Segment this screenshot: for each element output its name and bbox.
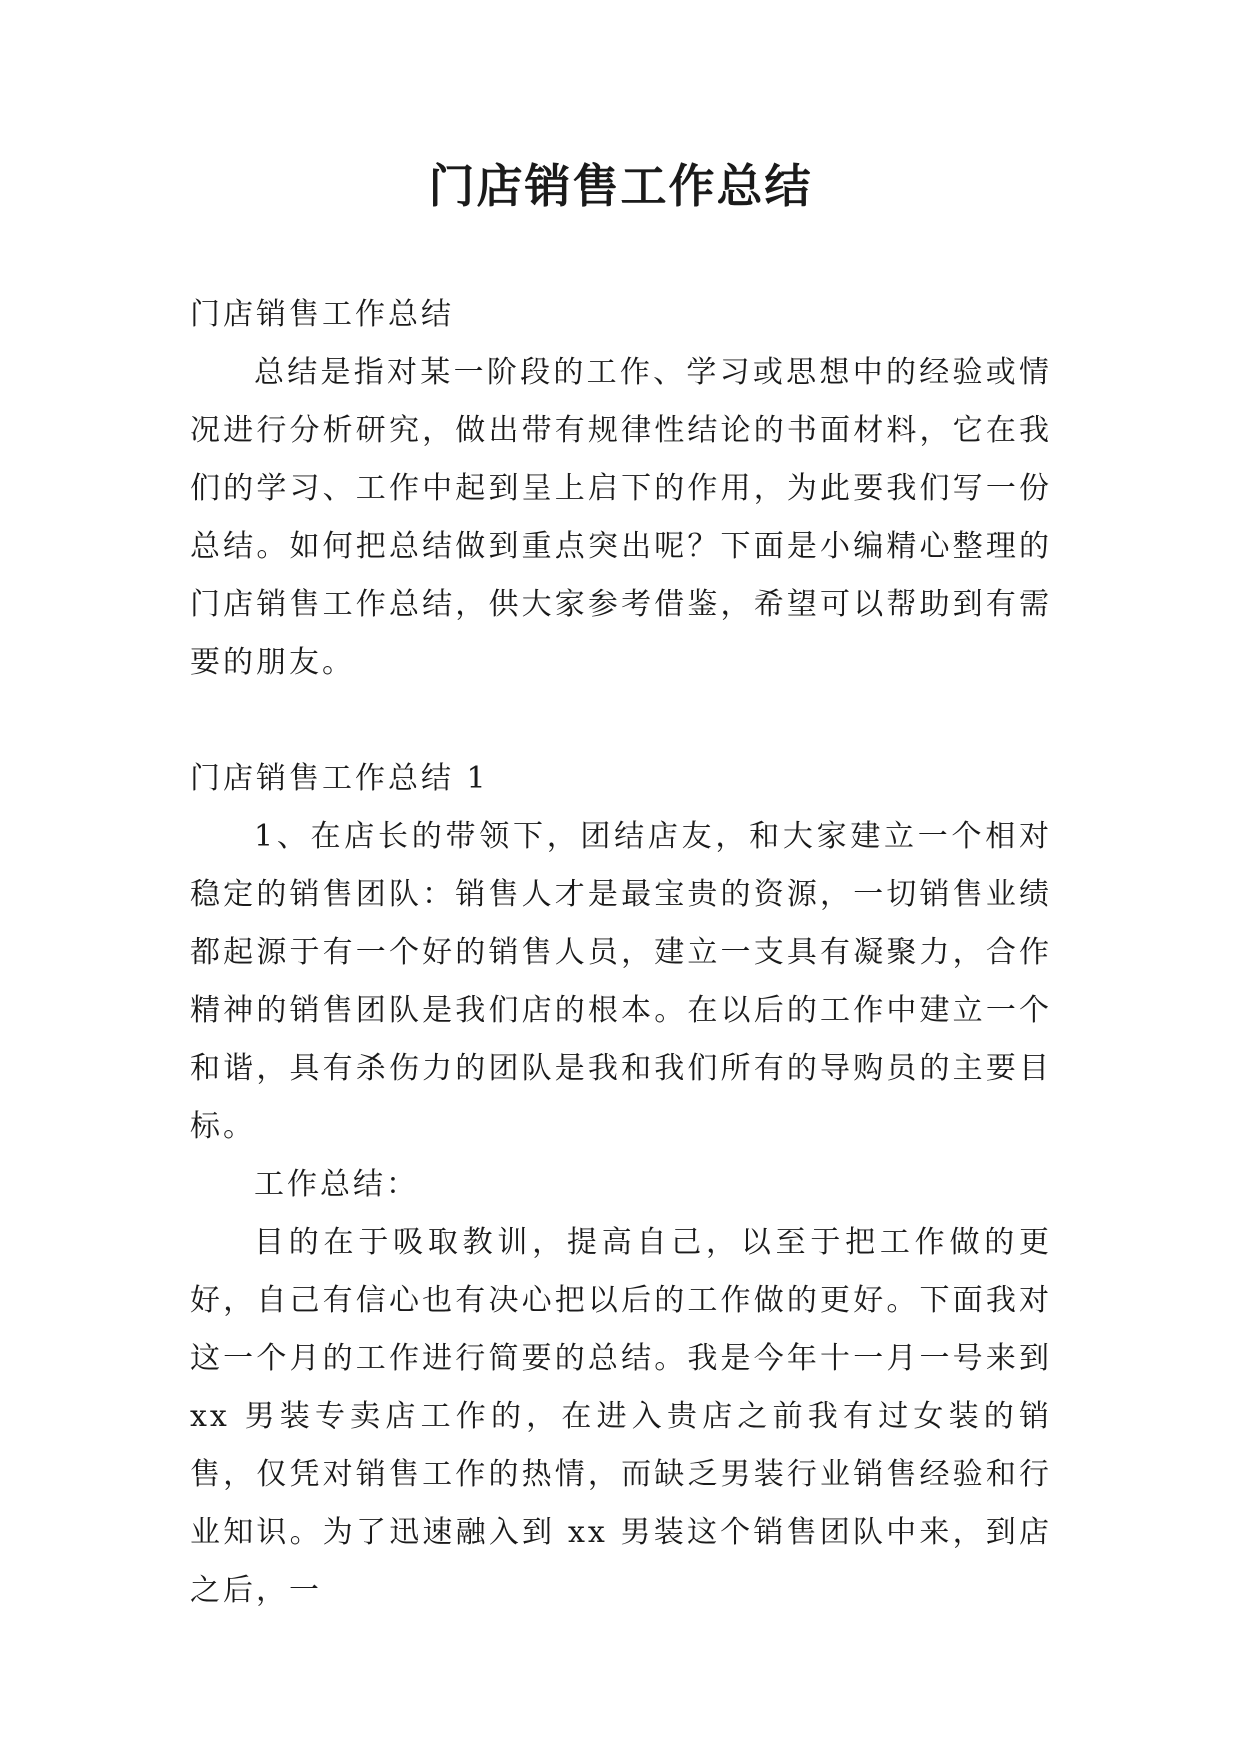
subtitle: 门店销售工作总结: [190, 297, 454, 332]
section-heading: 门店销售工作总结 1: [190, 761, 489, 796]
document-body: [190, 286, 1052, 1620]
section-paragraph-2: 目的在于吸取教训，提高自己，以至于把工作做的更好，自己有信心也有决心把以后的工作做的更好。下面我对这一个月的工作进行简要的总结。我是今年十一月一号来到 xx 男装专卖店工作的，在进入贵店之前我有过女装的销售，仅凭对销售工作的热情，而缺乏男装行业销售经验和行业知识。为了迅速融入到 xx 男装这个销售团队中来，到店之后，一: [190, 1225, 1052, 1608]
section-paragraph-1: 1、在店长的带领下，团结店友，和大家建立一个相对稳定的销售团队：销售人才是最宝贵的资源，一切销售业绩都起源于有一个好的销售人员，建立一支具有凝聚力，合作精神的销售团队是我们店的根本。在以后的工作中建立一个和谐，具有杀伤力的团队是我和我们所有的导购员的主要目标。: [190, 819, 1052, 1144]
intro-paragraph: 总结是指对某一阶段的工作、学习或思想中的经验或情况进行分析研究，做出带有规律性结论的书面材料，它在我们的学习、工作中起到呈上启下的作用，为此要我们写一份总结。如何把总结做到重点突出呢？下面是小编精心整理的门店销售工作总结，供大家参考借鉴，希望可以帮助到有需要的朋友。: [190, 355, 1052, 680]
paragraph-spacer: [190, 692, 1052, 750]
document-title: 门店销售工作总结: [428, 159, 813, 213]
section-label: 工作总结：: [254, 1167, 419, 1202]
